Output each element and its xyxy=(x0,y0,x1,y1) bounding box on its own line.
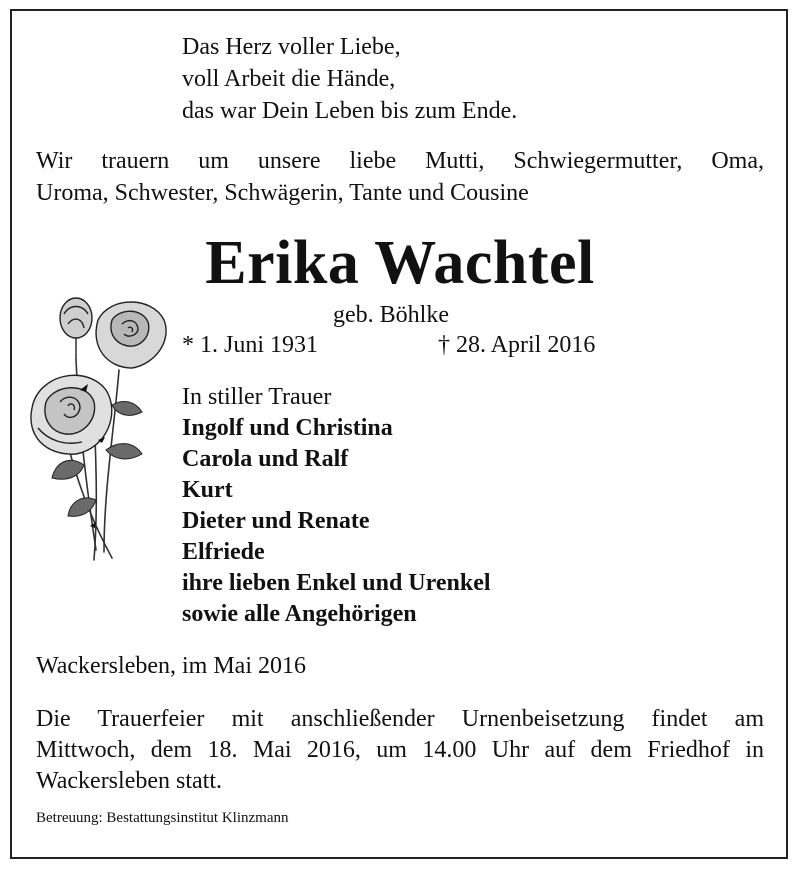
poem-line-2: voll Arbeit die Hände, xyxy=(182,66,396,92)
ceremony-line-2: Mittwoch, dem 18. Mai 2016, um 14.00 Uhr auf dem Friedhof in xyxy=(36,737,764,763)
maiden-name: geb. Böhlke xyxy=(333,302,449,328)
poem-line-1: Das Herz voller Liebe, xyxy=(182,34,401,60)
mourner-5: Elfriede xyxy=(182,539,265,565)
intro-line-1: Wir trauern um unsere liebe Mutti, Schwiegermutter, Oma, xyxy=(36,148,764,174)
place-date: Wackersleben, im Mai 2016 xyxy=(36,653,306,679)
mourner-1: Ingolf und Christina xyxy=(182,415,393,441)
poem-line-3: das war Dein Leben bis zum Ende. xyxy=(182,98,518,124)
deceased-name: Erika Wachtel xyxy=(205,229,595,297)
mourner-4: Dieter und Renate xyxy=(182,508,370,534)
mourner-3: Kurt xyxy=(182,477,233,503)
ceremony-line-1: Die Trauerfeier mit anschließender Urnenbeisetzung findet am xyxy=(36,706,764,732)
death-date: † 28. April 2016 xyxy=(438,332,596,358)
mourner-7: sowie alle Angehörigen xyxy=(182,601,417,627)
undertaker-credit: Betreuung: Bestattungsinstitut Klinzmann xyxy=(36,810,289,826)
birth-date: * 1. Juni 1931 xyxy=(182,332,319,358)
intro-line-2: Uroma, Schwester, Schwägerin, Tante und Cousine xyxy=(36,180,529,206)
mourner-6: ihre lieben Enkel und Urenkel xyxy=(182,570,491,596)
mourner-2: Carola und Ralf xyxy=(182,446,349,472)
mourners-heading: In stiller Trauer xyxy=(182,384,332,410)
roses-icon xyxy=(24,290,174,580)
ceremony-line-3: Wackersleben statt. xyxy=(36,768,222,794)
